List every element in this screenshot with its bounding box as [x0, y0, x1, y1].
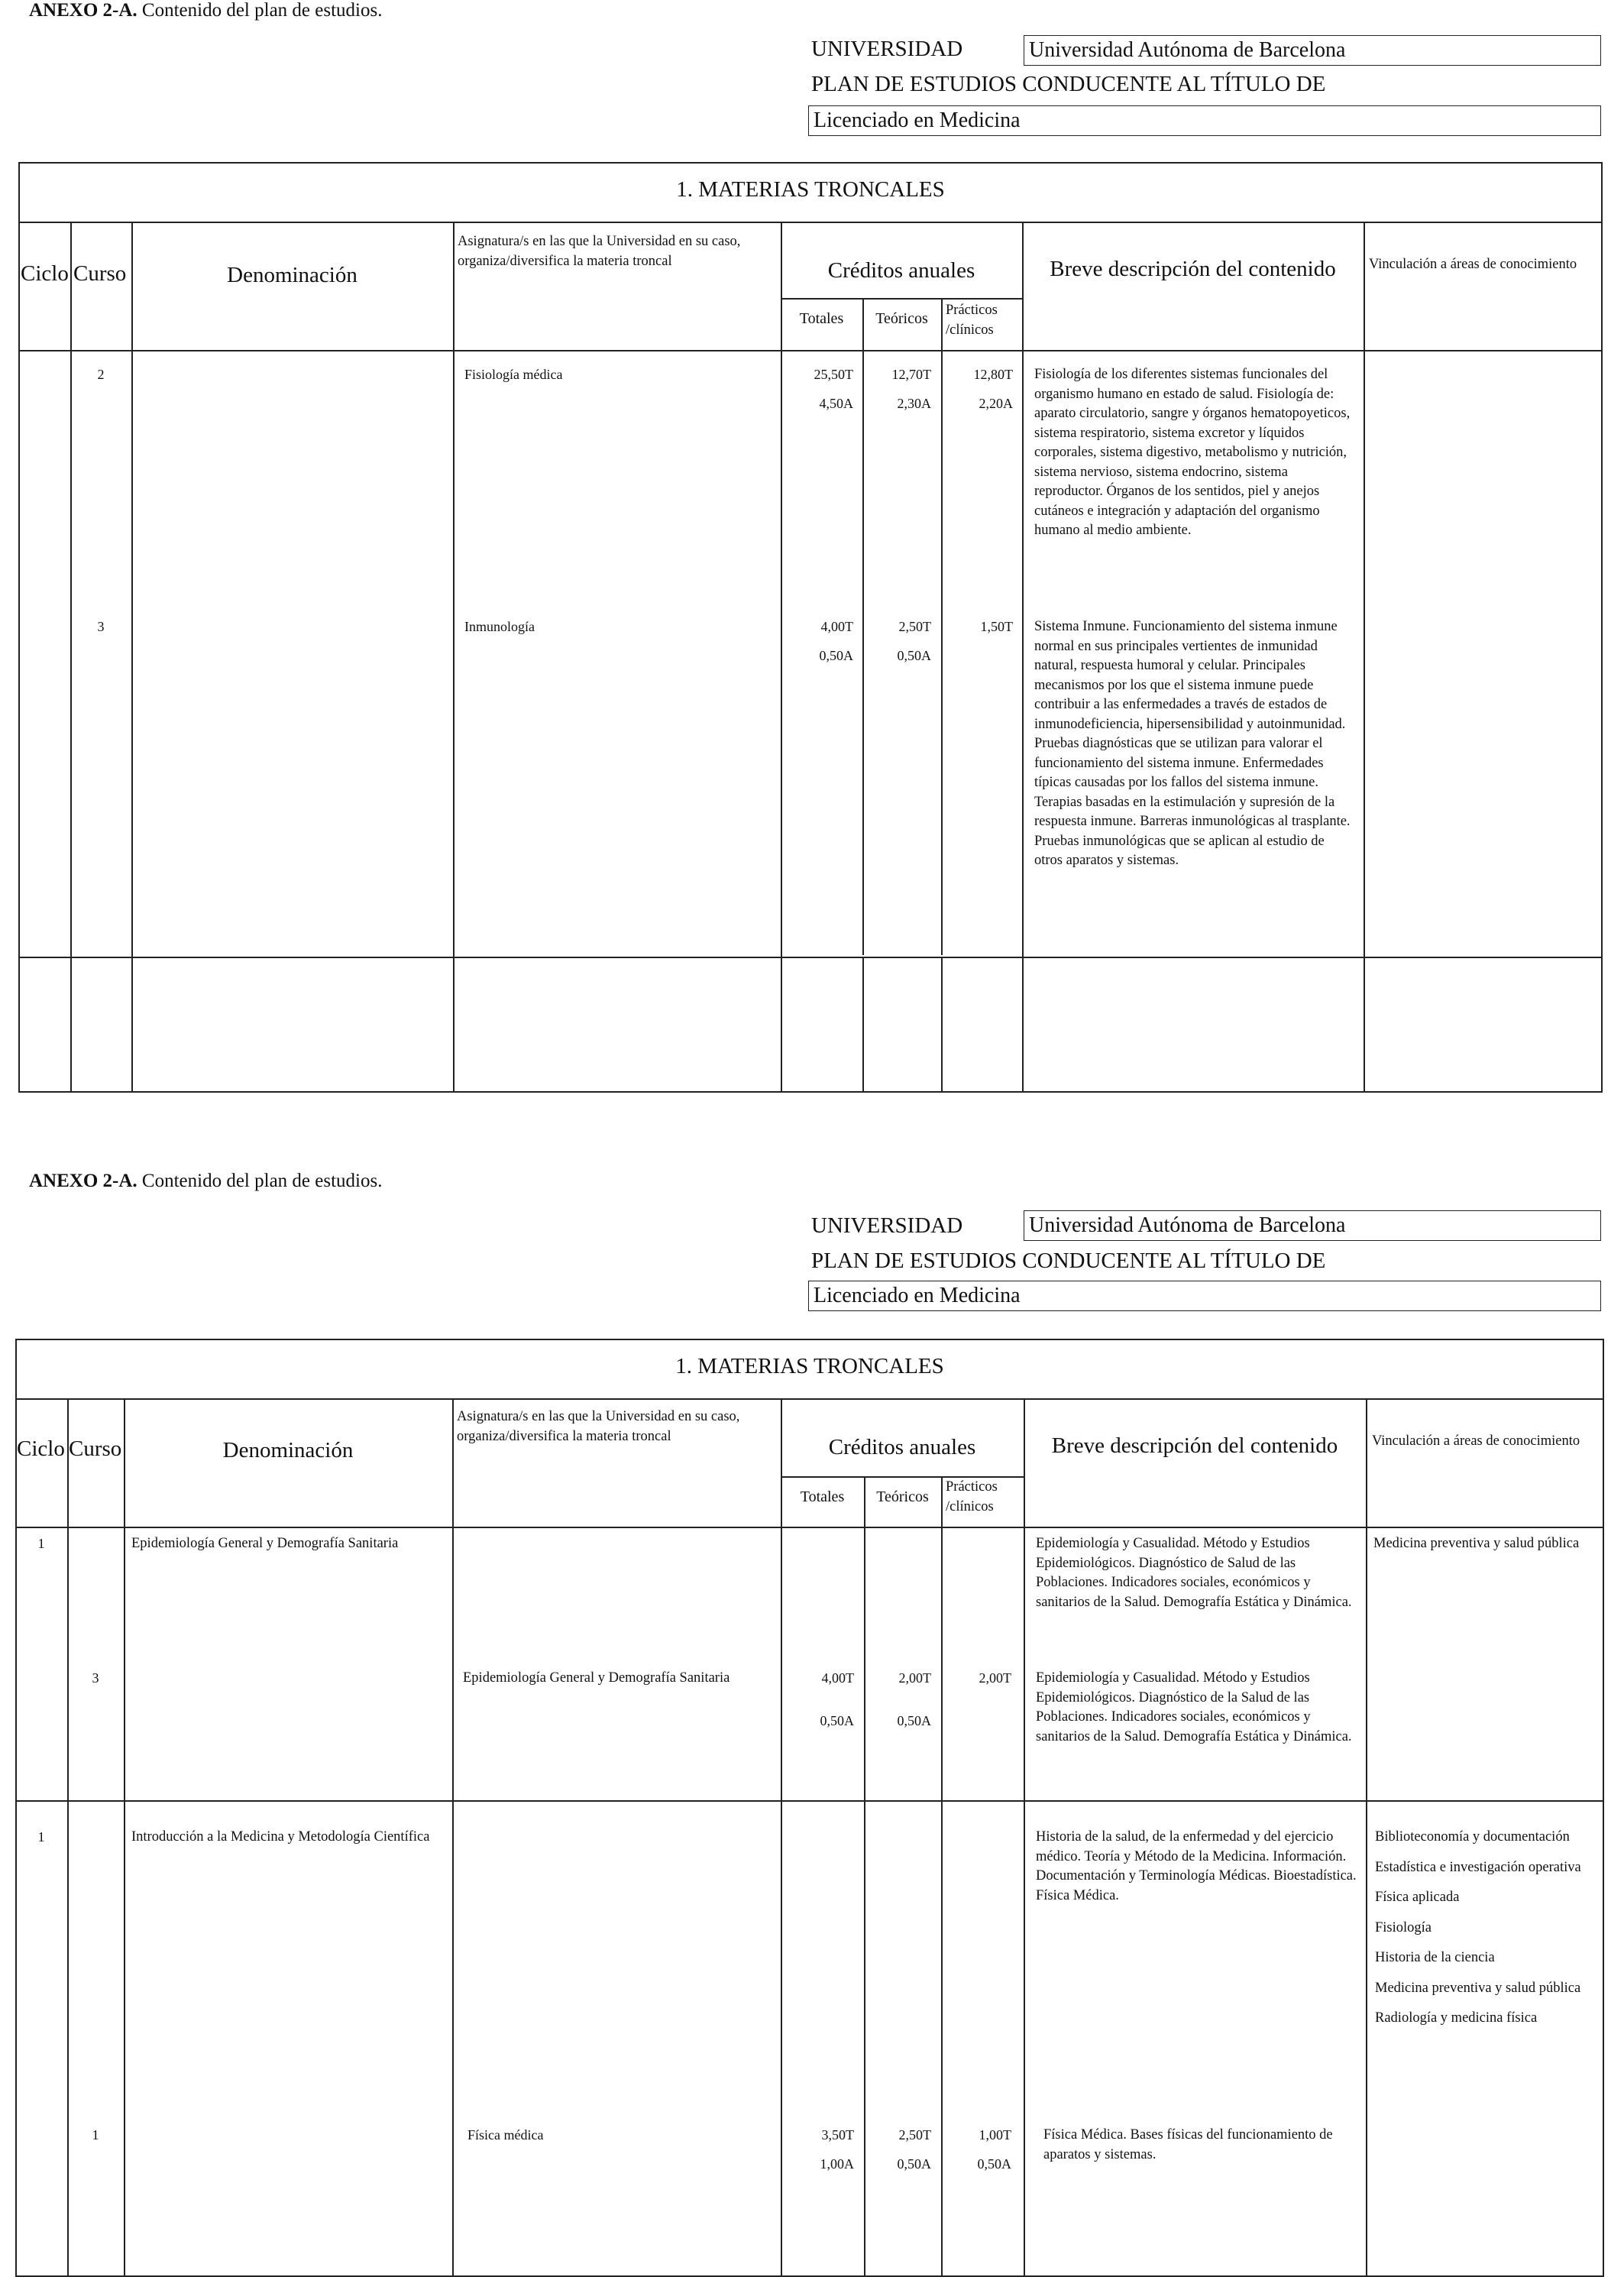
p1-r2-teoricos-a: 0,50A	[897, 648, 931, 663]
col-totales: Totales	[799, 310, 844, 327]
col-asignatura-2: Asignatura/s en las que la Universidad en su caso, organiza/diversifica la materia troncal	[457, 1409, 740, 1444]
p2-r4-totales-t: 3,50T	[821, 2127, 854, 2143]
area-item: Medicina preventiva y salud pública	[1375, 1980, 1581, 1996]
plan-label: PLAN DE ESTUDIOS CONDUCENTE AL TÍTULO DE	[811, 72, 1326, 96]
col-vinculacion: Vinculación a áreas de conocimiento	[1369, 257, 1577, 272]
p2-r3-vinculacion-list	[1375, 1828, 1598, 2039]
p2-r2-teoricos-a: 0,50A	[897, 1713, 931, 1728]
p1-r2-asignatura: Inmunología	[464, 619, 535, 634]
titulo-value: Licenciado en Medicina	[808, 105, 1601, 136]
p2-r1-vinculacion: Medicina preventiva y salud pública	[1373, 1536, 1580, 1551]
col-curso-2: Curso	[69, 1436, 122, 1461]
p1-r2-teoricos-t: 2,50T	[898, 619, 931, 634]
area-item: Historia de la ciencia	[1375, 1950, 1495, 1965]
table-title-2: 1. MATERIAS TRONCALES	[675, 1354, 944, 1378]
col-teoricos-2: Teóricos	[876, 1488, 929, 1505]
table-title: 1. MATERIAS TRONCALES	[676, 177, 945, 202]
col-vinculacion-2: Vinculación a áreas de conocimiento	[1372, 1433, 1580, 1449]
page-1	[0, 0, 1624, 1116]
col-descripcion: Breve descripción del contenido	[1050, 257, 1336, 281]
p2-r2-descripcion: Epidemiología y Casualidad. Método y Estudios Epidemiológicos. Diagnóstico de la Salud de las Poblaciones. Indicadores sociales, económicos y sanitarios de la Salud. Demografía Estática y Dinámica.	[1036, 1670, 1352, 1744]
col-teoricos: Teóricos	[875, 310, 928, 327]
titulo-value-2: Licenciado en Medicina	[808, 1281, 1601, 1311]
p2-r4-asignatura: Física médica	[467, 2127, 544, 2143]
p2-r2-totales-a: 0,50A	[820, 1713, 854, 1728]
p1-r2-curso: 3	[97, 619, 105, 634]
area-item: Estadística e investigación operativa	[1375, 1859, 1581, 1875]
p1-r2-totales-a: 0,50A	[819, 648, 853, 663]
col-descripcion-2: Breve descripción del contenido	[1051, 1433, 1338, 1458]
col-creditos: Créditos anuales	[827, 258, 975, 283]
universidad-value-2: Universidad Autónoma de Barcelona	[1024, 1210, 1601, 1241]
p1-r1-practicos-t: 12,80T	[973, 367, 1013, 382]
col-ciclo: Ciclo	[21, 261, 69, 286]
p1-r1-asignatura: Fisiología médica	[464, 367, 563, 382]
area-item: Radiología y medicina física	[1375, 2010, 1538, 2026]
p1-r1-curso: 2	[97, 367, 105, 382]
p2-r4-descripcion: Física Médica. Bases físicas del funcionamiento de aparatos y sistemas.	[1043, 2127, 1333, 2162]
p2-r4-practicos-a: 0,50A	[977, 2156, 1011, 2172]
col-practicos: Prácticos /clínicos	[946, 303, 998, 338]
p2-r2-totales-t: 4,00T	[821, 1670, 854, 1686]
p2-r3-denominacion: Introducción a la Medicina y Metodología Científica	[131, 1829, 430, 1845]
p2-r4-curso: 1	[92, 2127, 99, 2143]
col-curso: Curso	[73, 261, 127, 286]
col-denominacion-2: Denominación	[222, 1438, 354, 1462]
p1-r1-descripcion: Fisiología de los diferentes sistemas funcionales del organismo humano en estado de salud. Fisiología de: aparato circulatorio, sangre y órganos hematopoyeticos, sistema respiratorio, sistema excretor y líquidos corporales, sistema digestivo, metabolismo y nutrición, sistema nervioso, sistema endocrino, sistema reproductor. Órganos de los sentidos, piel y anejos cutáneos e integración y adaptación del organismo humano al medio ambiente.	[1034, 367, 1351, 538]
col-denominacion: Denominación	[227, 263, 357, 287]
p2-r4-practicos-t: 1,00T	[979, 2127, 1011, 2143]
col-asignatura: Asignatura/s en las que la Universidad en su caso, organiza/diversifica la materia troncal	[458, 234, 741, 269]
p1-r1-teoricos-t: 12,70T	[891, 367, 931, 382]
p1-r1-practicos-a: 2,20A	[979, 396, 1013, 411]
p2-r1-denominacion: Epidemiología General y Demografía Sanitaria	[131, 1536, 399, 1551]
universidad-label-2: UNIVERSIDAD	[811, 1213, 963, 1238]
p2-r2-asignatura: Epidemiología General y Demografía Sanitaria	[463, 1670, 730, 1686]
plan-label-2: PLAN DE ESTUDIOS CONDUCENTE AL TÍTULO DE	[811, 1249, 1326, 1273]
p2-r4-teoricos-t: 2,50T	[898, 2127, 931, 2143]
p2-r1-ciclo: 1	[37, 1536, 45, 1551]
area-item: Biblioteconomía y documentación	[1375, 1829, 1570, 1845]
p2-r2-teoricos-t: 2,00T	[898, 1670, 931, 1686]
p2-r4-teoricos-a: 0,50A	[897, 2156, 931, 2172]
p2-r3-ciclo: 1	[37, 1829, 45, 1845]
col-ciclo-2: Ciclo	[17, 1436, 65, 1461]
col-totales-2: Totales	[800, 1488, 845, 1505]
universidad-label: UNIVERSIDAD	[811, 37, 963, 61]
p2-r3-descripcion: Historia de la salud, de la enfermedad y del ejercicio médico. Teoría y Método de la Medicina. Información. Documentación y Terminología Médicas. Bioestadística. Física Médica.	[1036, 1829, 1357, 1903]
p2-r2-curso: 3	[92, 1670, 99, 1686]
p1-r1-totales-t: 25,50T	[814, 367, 853, 382]
col-creditos-2: Créditos anuales	[828, 1435, 976, 1459]
area-item: Fisiología	[1375, 1919, 1432, 1935]
area-item: Física aplicada	[1375, 1890, 1460, 1905]
universidad-value: Universidad Autónoma de Barcelona	[1024, 35, 1601, 66]
p2-r2-practicos-t: 2,00T	[979, 1670, 1011, 1686]
p1-r2-descripcion: Sistema Inmune. Funcionamiento del sistema inmune normal en sus principales vertientes de inmunidad natural, respuesta humoral y celular. Principales mecanismos por los que el sistema inmune puede contribuir a las enfermedades a través de estados de inmunodeficiencia, hipersensibilidad y autoinmunidad. Pruebas diagnósticas que se utilizan para valorar el funcionamiento del sistema inmune. Enfermedades típicas causadas por los fallos del sistema inmune. Terapias basadas en la estimulación y supresión de la respuesta inmune. Barreras inmunológicas al trasplante. Pruebas inmunológicas que se aplican al estudio de otros aparatos y sistemas.	[1034, 619, 1351, 868]
p2-r4-totales-a: 1,00A	[820, 2156, 854, 2172]
p1-r2-practicos-t: 1,50T	[980, 619, 1013, 634]
p1-r1-teoricos-a: 2,30A	[897, 396, 931, 411]
page-2	[0, 1161, 1624, 2277]
p1-r1-totales-a: 4,50A	[819, 396, 853, 411]
p1-r2-totales-t: 4,00T	[820, 619, 853, 634]
annex-heading: ANEXO 2-A. Contenido del plan de estudios.	[29, 0, 383, 21]
annex-heading-2: ANEXO 2-A. Contenido del plan de estudios.	[29, 1171, 383, 1191]
p2-r1-descripcion: Epidemiología y Casualidad. Método y Estudios Epidemiológicos. Diagnóstico de Salud de las Poblaciones. Indicadores sociales, económicos y sanitarios de la Salud. Demografía Estática y Dinámica.	[1036, 1536, 1352, 1610]
col-practicos-2: Prácticos /clínicos	[946, 1479, 998, 1514]
